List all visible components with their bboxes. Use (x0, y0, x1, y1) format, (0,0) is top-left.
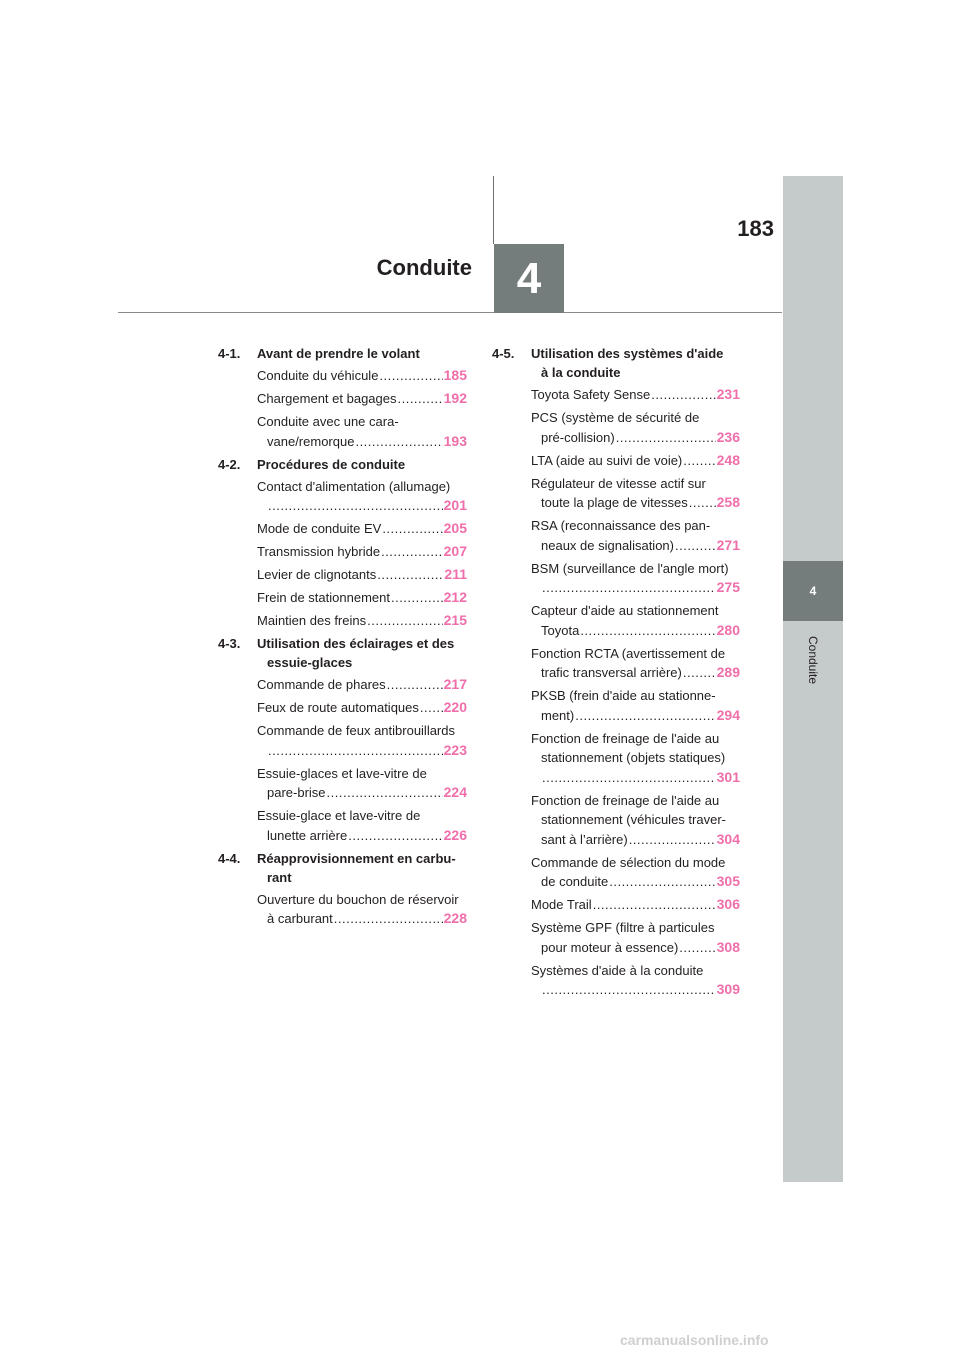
dot-leader (268, 741, 443, 761)
entry-leader-line (257, 496, 467, 516)
entry-text: à carburant (267, 911, 333, 926)
toc-entry[interactable] (218, 565, 467, 585)
dot-leader (381, 542, 443, 562)
entry-page-link[interactable]: 248 (716, 451, 740, 468)
toc-entry[interactable] (218, 721, 467, 760)
entry-page-link[interactable]: 305 (716, 873, 740, 889)
dot-leader (675, 536, 716, 556)
toc-entry[interactable] (218, 588, 467, 608)
entry-page-link[interactable]: 304 (716, 830, 740, 847)
section-number: 4-3. (218, 636, 241, 651)
entry-text: neaux de signalisation) (541, 537, 674, 553)
header-vertical-rule (493, 176, 494, 244)
section-number: 4-1. (218, 346, 241, 361)
section-title-line: Utilisation des éclairages et des (257, 636, 455, 651)
entry-page-link[interactable]: 306 (716, 896, 740, 912)
toc-entry[interactable] (492, 895, 740, 915)
entry-text: stationnement (objets statiques) (541, 750, 726, 765)
entry-leader-line (531, 768, 740, 788)
entry-page-link[interactable]: 271 (716, 536, 740, 553)
entry-leader-line (257, 588, 467, 608)
dot-leader (367, 611, 443, 631)
section-title-line: Procédures de conduite (257, 456, 406, 472)
toc-entry[interactable] (492, 686, 740, 725)
entry-text: stationnement (véhicules traver- (541, 812, 726, 827)
entry-page-link[interactable]: 294 (716, 706, 740, 723)
toc-column-right (492, 344, 740, 1003)
toc-entry[interactable] (492, 853, 740, 892)
dot-leader (379, 366, 442, 386)
entry-leader-line (531, 493, 740, 513)
toc-entry[interactable] (492, 516, 740, 555)
entry-page-link[interactable]: 217 (443, 676, 467, 692)
section-title-line: essuie-glaces (267, 655, 353, 670)
dot-leader (683, 451, 715, 471)
entry-text: Toyota (541, 622, 580, 638)
entry-page-link[interactable]: 226 (443, 826, 467, 843)
entry-text: Ouverture du bouchon de réservoir (257, 891, 459, 907)
entry-leader-line (257, 675, 467, 695)
entry-leader-line (257, 741, 467, 761)
toc-entry[interactable] (492, 559, 740, 598)
page-number: 183 (737, 216, 774, 241)
dot-leader (391, 588, 443, 608)
entry-text: PKSB (frein d'aide au stationne- (531, 688, 716, 703)
entry-leader-line (531, 428, 740, 448)
section-title-line: rant (267, 869, 292, 885)
entry-text: Levier de clignotants (257, 567, 377, 582)
dot-leader (382, 519, 442, 539)
entry-page-link[interactable]: 280 (716, 621, 740, 638)
entry-leader-line (531, 895, 740, 915)
entry-text: Système GPF (filtre à particules (531, 920, 715, 935)
entry-text: Maintien des freins (257, 613, 367, 628)
toc-entry[interactable] (218, 764, 467, 803)
side-chapter-label: Conduite (805, 635, 820, 685)
entry-text: ment) (541, 707, 575, 723)
toc-entry[interactable] (492, 601, 740, 640)
entry-leader-line (257, 909, 467, 929)
entry-text: Conduite avec une cara- (257, 414, 399, 429)
dot-leader (268, 496, 443, 516)
section-title-line: Réapprovisionnement en carbu- (257, 850, 456, 866)
entry-page-link[interactable]: 207 (443, 543, 467, 559)
entry-text: Commande de phares (257, 677, 386, 692)
entry-page-link[interactable]: 220 (443, 699, 467, 715)
dot-leader (397, 389, 442, 409)
entry-text: pré-collision) (541, 429, 615, 445)
entry-text: Mode Trail (531, 897, 592, 912)
toc-entry[interactable] (492, 918, 740, 957)
entry-leader-line (531, 385, 740, 405)
entry-page-link[interactable]: 236 (716, 428, 740, 445)
entry-page-link[interactable]: 301 (716, 768, 740, 785)
entry-leader-line (531, 872, 740, 892)
dot-leader (575, 706, 715, 726)
entry-page-link[interactable]: 205 (443, 520, 467, 536)
section-number: 4-5. (492, 346, 515, 361)
toc-entry[interactable] (492, 474, 740, 513)
toc-entry[interactable] (218, 698, 467, 718)
entry-leader-line (257, 432, 467, 452)
toc-section-heading[interactable] (218, 344, 467, 363)
dot-leader (683, 663, 716, 683)
toc-entry[interactable] (218, 890, 467, 929)
entry-text: LTA (aide au suivi de voie) (531, 452, 683, 468)
dot-leader (542, 578, 716, 598)
entry-page-link[interactable]: 215 (443, 612, 467, 628)
entry-leader-line (257, 542, 467, 562)
toc-entry[interactable] (218, 412, 467, 451)
entry-text: BSM (surveillance de l'angle mort) (531, 560, 729, 576)
toc-entry[interactable] (492, 644, 740, 683)
toc-entry[interactable] (492, 791, 740, 850)
dot-leader (387, 675, 443, 695)
entry-page-link[interactable]: 201 (443, 497, 467, 513)
entry-leader-line (257, 519, 467, 539)
entry-text: Commande de feux antibrouillards (257, 723, 455, 738)
toc-section-heading[interactable] (218, 455, 467, 474)
section-title-line: à la conduite (541, 365, 621, 380)
dot-leader (377, 565, 443, 585)
dot-leader (689, 493, 716, 513)
toc-entry[interactable] (218, 477, 467, 516)
entry-text: Transmission hybride (257, 544, 381, 559)
entry-text: Toyota Safety Sense (531, 387, 651, 402)
entry-leader-line (531, 536, 740, 556)
entry-page-link[interactable]: 193 (443, 432, 467, 449)
entry-text: Frein de stationnement (257, 590, 390, 605)
entry-leader-line (257, 611, 467, 631)
entry-leader-line (531, 830, 740, 850)
toc-entry[interactable] (218, 675, 467, 695)
dot-leader (593, 895, 716, 915)
section-title (257, 849, 467, 887)
toc-entry[interactable] (218, 389, 467, 409)
dot-leader (609, 872, 715, 892)
entry-leader-line (531, 980, 740, 1000)
entry-text: Fonction de freinage de l'aide au (531, 792, 720, 808)
entry-page-link[interactable]: 258 (716, 494, 740, 510)
entry-text: Contact d'alimentation (allumage) (257, 478, 451, 494)
side-chapter-tab[interactable]: 4 (783, 561, 843, 621)
entry-leader-line (531, 938, 740, 958)
dot-leader (327, 783, 443, 803)
dot-leader (651, 385, 715, 405)
entry-leader-line (257, 366, 467, 386)
entry-page-link[interactable]: 275 (716, 579, 740, 595)
entry-text: Chargement et bagages (257, 391, 397, 406)
dot-leader (334, 909, 443, 929)
dot-leader (348, 826, 442, 846)
dot-leader (629, 830, 716, 850)
toc-entry[interactable] (218, 366, 467, 386)
entry-page-link[interactable]: 223 (443, 741, 467, 758)
entry-text: Commande de sélection du mode (531, 854, 726, 870)
dot-leader (679, 938, 715, 958)
entry-text: RSA (reconnaissance des pan- (531, 518, 711, 533)
toc-entry[interactable] (218, 611, 467, 631)
toc-section-heading[interactable] (218, 634, 467, 672)
entry-text: pour moteur à essence) (541, 939, 679, 955)
entry-text: PCS (système de sécurité de (531, 410, 700, 425)
toc-entry[interactable] (492, 961, 740, 1000)
entry-text: Conduite du véhicule (257, 368, 379, 383)
header-horizontal-rule (118, 312, 782, 313)
entry-leader-line (257, 389, 467, 409)
entry-page-link[interactable]: 309 (716, 981, 740, 997)
entry-text: Essuie-glace et lave-vitre de (257, 808, 421, 823)
toc-entry[interactable] (492, 451, 740, 471)
entry-leader-line (531, 706, 740, 726)
entry-text: Régulateur de vitesse actif sur (531, 475, 706, 491)
entry-text: Feux de route automatiques (257, 700, 419, 715)
chapter-title: Conduite (376, 255, 472, 280)
dot-leader (542, 768, 716, 788)
entry-page-link[interactable]: 212 (443, 589, 467, 605)
section-number: 4-2. (218, 456, 241, 472)
section-title (257, 634, 467, 672)
entry-page-link[interactable]: 289 (716, 664, 740, 680)
section-title (257, 455, 467, 474)
entry-text: Essuie-glaces et lave-vitre de (257, 765, 427, 781)
section-title (531, 344, 740, 382)
entry-leader-line (531, 451, 740, 471)
dot-leader (616, 428, 716, 448)
entry-text: Mode de conduite EV (257, 521, 382, 536)
toc-column-left (218, 344, 467, 932)
dot-leader (542, 980, 716, 1000)
entry-page-link[interactable]: 211 (444, 566, 467, 582)
entry-text: Systèmes d'aide à la conduite (531, 962, 704, 978)
entry-leader-line (257, 783, 467, 803)
toc-section-heading[interactable] (218, 849, 467, 887)
section-title-line: Avant de prendre le volant (257, 346, 420, 361)
section-title-line: Utilisation des systèmes d'aide (531, 346, 724, 361)
section-number: 4-4. (218, 850, 241, 866)
entry-text: trafic transversal arrière) (541, 665, 682, 680)
entry-text: Fonction de freinage de l'aide au (531, 730, 720, 746)
entry-leader-line (257, 698, 467, 718)
entry-text: Capteur d'aide au stationnement (531, 603, 719, 618)
entry-text: Fonction RCTA (avertissement de (531, 645, 726, 661)
toc-section-heading[interactable] (492, 344, 740, 382)
chapter-number-box: 4 (494, 244, 564, 313)
entry-text: vane/remorque (267, 433, 355, 449)
entry-leader-line (531, 663, 740, 683)
toc-entry[interactable] (492, 385, 740, 405)
entry-page-link[interactable]: 228 (443, 910, 467, 926)
entry-page-link[interactable]: 185 (443, 367, 467, 383)
entry-text: lunette arrière (267, 827, 348, 843)
toc-entry[interactable] (492, 729, 740, 788)
entry-text: de conduite (541, 874, 609, 889)
dot-leader (580, 621, 715, 641)
entry-page-link[interactable]: 308 (716, 938, 740, 955)
entry-leader-line (531, 578, 740, 598)
entry-text: sant à l’arrière) (541, 831, 628, 847)
watermark: carmanualsonline.info (620, 1332, 769, 1348)
toc-entry[interactable] (492, 408, 740, 447)
entry-page-link[interactable]: 224 (443, 784, 467, 800)
entry-text: toute la plage de vitesses (541, 495, 688, 510)
toc-entry[interactable] (218, 519, 467, 539)
entry-page-link[interactable]: 192 (443, 390, 467, 406)
entry-leader-line (257, 565, 467, 585)
entry-page-link[interactable]: 231 (716, 386, 740, 402)
dot-leader (420, 698, 443, 718)
entry-leader-line (531, 621, 740, 641)
dot-leader (355, 432, 442, 452)
toc-entry[interactable] (218, 542, 467, 562)
entry-leader-line (257, 826, 467, 846)
toc-entry[interactable] (218, 806, 467, 845)
section-title (257, 344, 467, 363)
entry-text: pare-brise (267, 785, 326, 800)
